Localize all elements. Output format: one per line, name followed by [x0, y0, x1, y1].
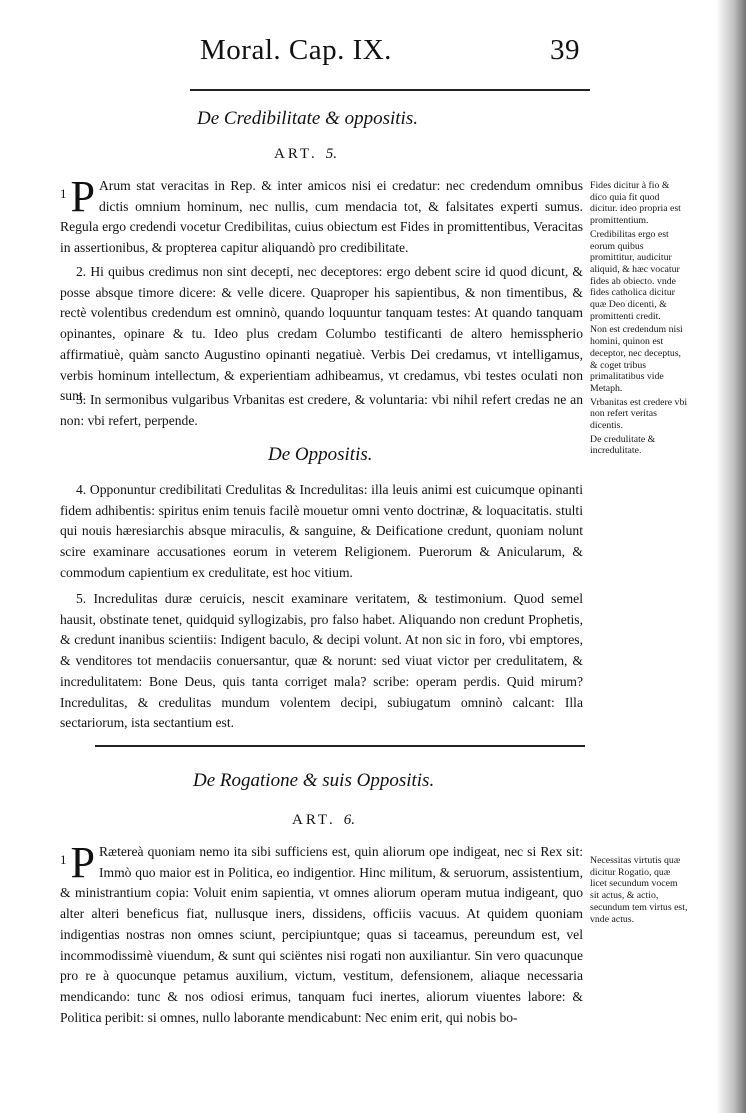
art-number: 5. — [325, 146, 337, 162]
paragraph-text: Arum stat veracitas in Rep. & inter amicos nisi ei credatur: nec credendum omnibus dictis omnium hominum, nec nullis, cum mendacia tot, & falsitates experti sumus. Regula ergo credendi vocetur Credibilitas, cuius obiectum est Fides in promittentibus, Veracitas in assertionibus, & propterea capitur aliquandò pro credibilitate. — [60, 178, 583, 256]
margin-note-credulitate: De credulitate & incredulitate. — [590, 433, 656, 457]
section-heading-oppositis: De Oppositis. — [268, 444, 373, 465]
article-label-6 — [292, 812, 355, 829]
margin-note-vrbanitas: Vrbanitas est credere vbi non refert veritas dicentis. — [590, 396, 688, 432]
article-label-5 — [274, 146, 337, 163]
section-heading-credibilitate: De Credibilitate & oppositis. — [197, 108, 418, 129]
paragraph-5: 5. Incredulitas duræ ceruicis, nescit examinare veritatem, & testimonium. Quod semel hausit, obstinate tenet, quidquid syllogizabis, pro falso habet. Aliquando non credunt Prophetis, & credunt inanibus scientiis: Indigent baculo, & decipi volunt. At non sic in foro, vbi emptores, & venditores tot mendaciis conuersantur, quæ & norunt: sed viuat victor per credulitatem, & incredulitatem: Bone Deus, quis tanta corriget mala? scribe: operam perdis. Quid mirum? Incredulitas, & credulitas mundum volentem decipi, subiugatum omninò calcant: Illa sectariorum, ista sectantium est. — [60, 591, 583, 731]
art-label: ART. — [274, 146, 318, 162]
margin-notes-bottom — [590, 855, 688, 927]
art-label: ART. — [292, 812, 336, 828]
section-heading-rogatione: De Rogatione & suis Oppositis. — [193, 770, 435, 791]
paragraph-2: 2. Hi quibus credimus non sint decepti, nec deceptores: ergo debent scire id quod dicunt, & posse absque timore dicere: & velle dicere. Quaproper his sapientibus, & non timentibus, & rectè volentibus credendum est omninò, quando loquuntur tanquam testes: At quando tanquam opinantes, opinare & tu. Ideo plus credam Columbo testificanti de altero hemisspherio affirmatiuè, quàm sancto Augustino opinanti negatiuè. Verbis Dei credamus, vt intelligamus, verbis hominum intellectum, & experientiam adhibeamus, vt credamus, vbi testes oculati non sunt. — [60, 264, 583, 404]
paragraph-6 — [60, 838, 583, 1028]
paragraph-text: Rætereà quoniam nemo ita sibi sufficiens est, quin aliorum ope indigeat, nec si Rex sit: Immò quo maior est in Politica, eo indigentior. Hinc militum, & seruorum, assistentium, & ministrantium copia: Voluit enim sapientia, vt omnes aliorum operam mutua indigeant, quo alter alteri beneficus fiat, nullusque iners, dissidens, officiis vacuus. At quidem quoniam indigentias nostras non omnes sciunt, percipiuntque; quas si taceamus, pereundum est, vel incommodissimè viuendum, & sunt qui sciëntes nisi rogati non auxiliantur. Sin vero quacunque pro re à quocunque petamus auxilium, victum, vestitum, defensionem, aliaque necessaria mendicando: tunc & nos odiosi erimus, tanquam fuci inertes, aliorum viuentes labore: & Politica peribit: si omnes, nullo laborante mendicabunt: Nec enim erit, qui nobis bo- — [60, 844, 583, 1025]
margin-note-credibilitas: Credibilitas ergo est eorum quibus promittitur, audicitur aliquid, & hæc vocatur fides ab obiecto. vnde fides catholica dicitur quæ Deo dicenti, & promittenti credit. — [590, 228, 680, 322]
paragraph-1 — [60, 172, 583, 259]
header-rule — [190, 89, 590, 91]
margin-note-non-credendum: Non est credendum nisi homini, quinon est deceptor, nec deceptus, & coget tribus primalitatibus vide Metaph. — [590, 324, 683, 394]
page-number: 39 — [550, 34, 580, 66]
running-head-title: Moral. Cap. IX. — [200, 34, 392, 66]
paragraph-number: 1 — [60, 186, 67, 201]
art-number: 6. — [343, 812, 355, 828]
drop-cap: P — [70, 838, 95, 887]
paragraph-3: 3. In sermonibus vulgaribus Vrbanitas est credere, & voluntaria: vbi nihil refert credas ne an non: vbi refert, perpende. — [60, 392, 583, 428]
margin-note-fides: Fides dicitur à fio & dico quia fit quod dicitur. ideo propria est promittentium. — [590, 180, 681, 227]
margin-note-necessitas: Necessitas virtutis quæ dicitur Rogatio, quæ licet secundum vocem sit actus, & actio, secundum tem virtus est, vnde actus. — [590, 855, 688, 925]
paragraph-4: 4. Opponuntur credibilitati Credulitas & Incredulitas: illa leuis animi est cuicumque opinanti fidem adhibentis: spiritus enim tenuis facilè mouetur omni vento doctrinæ, & loquacitatis. stulti qui nouis hæresiarchis absque miraculis, & sanguine, & Deificatione credunt, quoniam nolunt scire examinare accusationes eorum in veterem Religionem. Puerorum & Anicularum, & commodum capientium ex credulitate, est hoc vitium. — [60, 482, 583, 580]
drop-cap: P — [70, 172, 95, 221]
paragraph-number: 1 — [60, 852, 67, 867]
running-head — [200, 34, 580, 74]
margin-notes-top — [590, 180, 688, 459]
section-rule — [95, 745, 585, 747]
page-edge-shadow — [716, 0, 746, 1113]
